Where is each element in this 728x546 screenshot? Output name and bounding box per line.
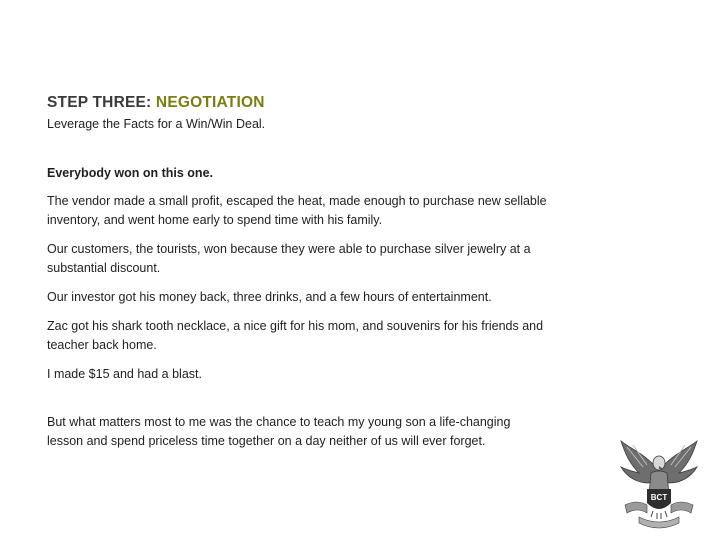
- slide-title: [47, 94, 265, 112]
- eagle-emblem-icon: [617, 433, 701, 533]
- logo-text: BCT: [650, 493, 668, 502]
- intro-paragraph: Everybody won on this one.: [47, 166, 213, 180]
- closing-paragraph: But what matters most to me was the chance to teach my young son a life-changing lesson and spend priceless time together on a day neither of us will ever forget.: [47, 415, 511, 448]
- title-accent: NEGOTIATION: [155, 94, 265, 111]
- customers-paragraph: Our customers, the tourists, won because they were able to purchase silver jewelry at a substantial discount.: [47, 242, 531, 275]
- zac-paragraph: Zac got his shark tooth necklace, a nice gift for his mom, and souvenirs for his friends and teacher back home.: [47, 319, 544, 352]
- vendor-paragraph: The vendor made a small profit, escaped the heat, made enough to purchase new sellable inventory, and went home early to spend time with his family.: [47, 194, 547, 227]
- slide-subtitle: Leverage the Facts for a Win/Win Deal.: [47, 117, 266, 131]
- investor-paragraph: Our investor got his money back, three drinks, and a few hours of entertainment.: [47, 290, 492, 304]
- author-paragraph: I made $15 and had a blast.: [47, 367, 202, 381]
- title-prefix: STEP THREE:: [47, 94, 156, 111]
